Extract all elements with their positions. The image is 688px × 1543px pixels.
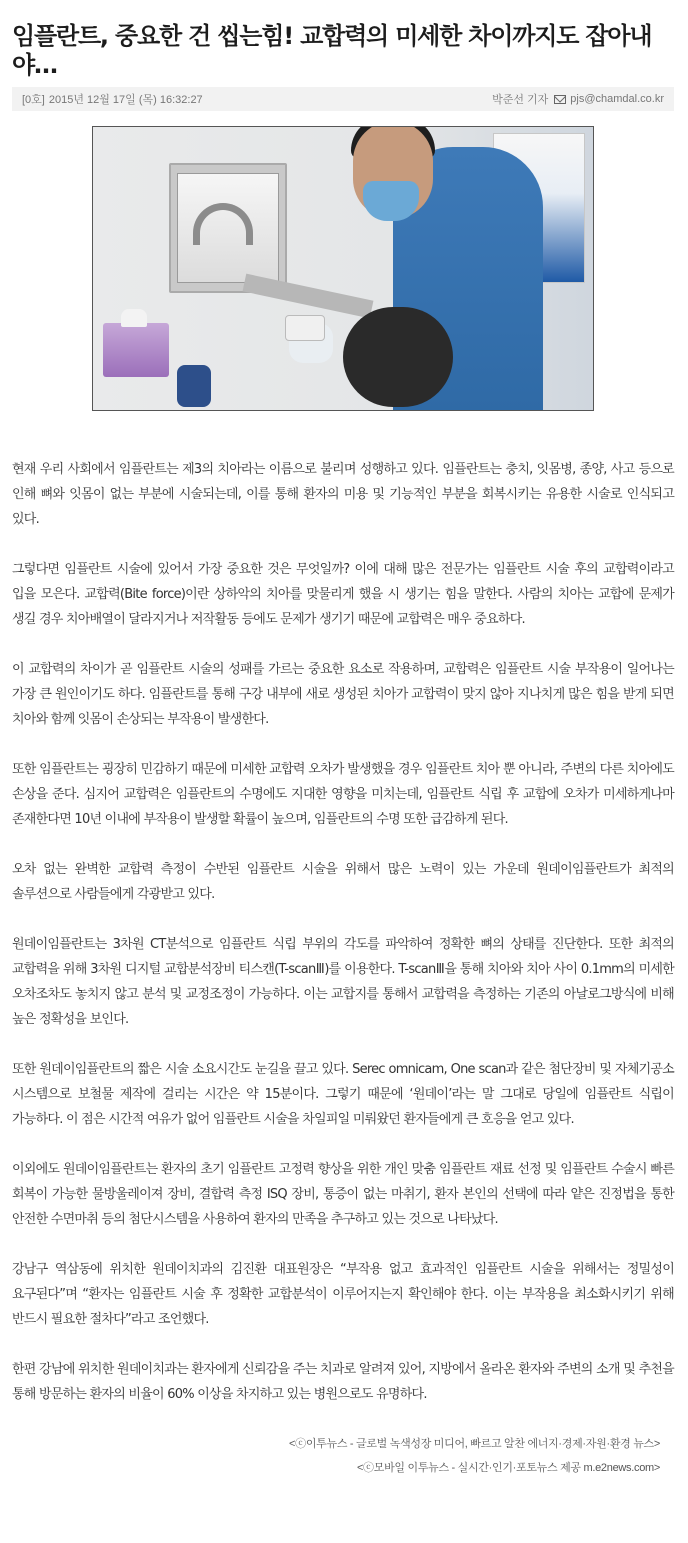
publish-date: 2015년 12월 17일 (목) 16:32:27 [48, 94, 203, 106]
article-paragraph: 원데이임플란트는 3차원 CT분석으로 임플란트 식립 부위의 각도를 파악하여 정확한 뼈의 상태를 진단한다. 또한 최적의 교합력을 위해 3차원 디지털 교합분석장비 티스캔(T-scanⅢ)를 이용한다. T-scanⅢ을 통해 치아와 치아 사이 0.1mm의 미세한 오차조차도 놓치지 않고 분석 및 교정조정이 가능하다. 이는 교합지를 통해서 교합력을 측정하는 기존의 아날로그방식에 비해 높은 정확성을 보인다. [12, 937, 674, 1027]
article-paragraph: 그렇다면 임플란트 시술에 있어서 가장 중요한 것은 무엇일까? 이에 대해 많은 전문가는 임플란트 시술 후의 교합력이라고 입을 모은다. 교합력(Bite force)이란 상하악의 치아를 맞물리게 했을 시 생기는 힘을 말한다. 사람의 치아는 교합에 문제가 생길 경우 치아배열이 달라지거나 저작활동 등에도 문제가 생기기 때문에 교합력은 매우 중요하다. [12, 562, 674, 627]
reporter-name: 박준선 기자 [492, 94, 549, 106]
mail-icon[interactable] [554, 95, 566, 104]
article-body [12, 457, 674, 1407]
copyright-line[interactable]: <ⓒ이투뉴스 - 글로벌 녹색성장 미디어, 빠르고 알찬 에너지·경제·자원·환경 뉴스> [289, 1438, 660, 1450]
reporter-email[interactable]: pjs@chamdal.co.kr [570, 93, 664, 105]
dental-monitor [169, 163, 287, 293]
article-paragraph: 오차 없는 완벽한 교합력 측정이 수반된 임플란트 시술을 위해서 많은 노력이 있는 가운데 원데이임플란트가 최적의 솔루션으로 사람들에게 각광받고 있다. [12, 862, 674, 902]
article-paragraph: 이 교합력의 차이가 곧 임플란트 시술의 성패를 가르는 중요한 요소로 작용하며, 교합력은 임플란트 시술 부작용이 일어나는 가장 큰 원인이기도 하다. 임플란트를 통해 구강 내부에 새로 생성된 치아가 교합력이 맞지 않아 지나치게 많은 힘을 받게 되면 치아와 함께 잇몸이 손상되는 부작용이 발생한다. [12, 662, 674, 727]
article-paragraph: 한편 강남에 위치한 원데이치과는 환자에게 신뢰감을 주는 치과로 알려져 있어, 지방에서 올라온 환자와 주변의 소개 및 추천을 통해 방문하는 환자의 비율이 60% 이상을 차지하고 있는 병원으로도 유명하다. [12, 1362, 674, 1402]
article-meta-bar [12, 87, 674, 111]
article-photo [92, 126, 594, 411]
article-paragraph: 강남구 역삼동에 위치한 원데이치과의 김진환 대표원장은 “부작용 없고 효과적인 임플란트 시술을 위해서는 정밀성이 요구된다”며 “환자는 임플란트 시술 후 정확한 교합분석이 이루어지는지 확인해야 한다. 이는 부작용을 최소화시키기 위해 반드시 필요한 절차다”라고 조언했다. [12, 1262, 674, 1327]
article-photo-container [12, 126, 674, 411]
article-paragraph: 또한 원데이임플란트의 짧은 시술 소요시간도 눈길을 끌고 있다. Serec omnicam, One scan과 같은 첨단장비 및 자체기공소 시스템으로 보철물 제작에 걸리는 시간은 약 15분이다. 그렇기 때문에 ‘원데이’라는 말 그대로 당일에 임플란트 식립이 가능하다. 이 점은 시간적 여유가 없어 임플란트 시술을 차일피일 미뤄왔던 환자들에게 큰 호응을 얻고 있다. [12, 1062, 674, 1127]
article-byline [492, 91, 664, 107]
issue-number: [0호] [22, 94, 45, 106]
article-footer [12, 1432, 674, 1480]
article-dateline [22, 91, 207, 107]
scan-device [285, 315, 325, 341]
article-paragraph: 현재 우리 사회에서 임플란트는 제3의 치아라는 이름으로 불리며 성행하고 있다. 임플란트는 충치, 잇몸병, 종양, 사고 등으로 인해 뼈와 잇몸이 없는 부분에 시술되는데, 이를 통해 환자의 미용 및 기능적인 부분을 회복시키는 유용한 시술로 인식되고 있다. [12, 462, 674, 527]
patient-figure [343, 307, 453, 407]
article-paragraph: 또한 임플란트는 굉장히 민감하기 때문에 미세한 교합력 오차가 발생했을 경우 임플란트 치아 뿐 아니라, 주변의 다른 치아에도 손상을 준다. 심지어 교합력은 임플란트의 수명에도 지대한 영향을 미치는데, 임플란트 식립 후 교합에 오차가 미세하게나마 존재한다면 10년 이내에 부작용이 발생할 확률이 높으며, 임플란트의 수명 또한 급감하게 된다. [12, 762, 674, 827]
article-headline: 임플란트, 중요한 건 씹는힘! 교합력의 미세한 차이까지도 잡아내야… [12, 22, 652, 79]
mobile-copyright-line[interactable]: <ⓒ모바일 이투뉴스 - 실시간·인기·포토뉴스 제공 m.e2news.com> [356, 1462, 660, 1474]
tissue-box [103, 323, 169, 377]
article-paragraph: 이외에도 원데이임플란트는 환자의 초기 임플란트 고정력 향상을 위한 개인 맞춤 임플란트 재료 선정 및 임플란트 수술시 빠른 회복이 가능한 물방울레이져 장비, 결합력 측정 ISQ 장비, 통증이 없는 마취기, 환자 본인의 선택에 따라 얕은 진정법을 통한 안전한 수면마취 등의 첨단시스템을 사용하여 환자의 만족을 추구하고 있는 것으로 나타났다. [12, 1162, 674, 1227]
